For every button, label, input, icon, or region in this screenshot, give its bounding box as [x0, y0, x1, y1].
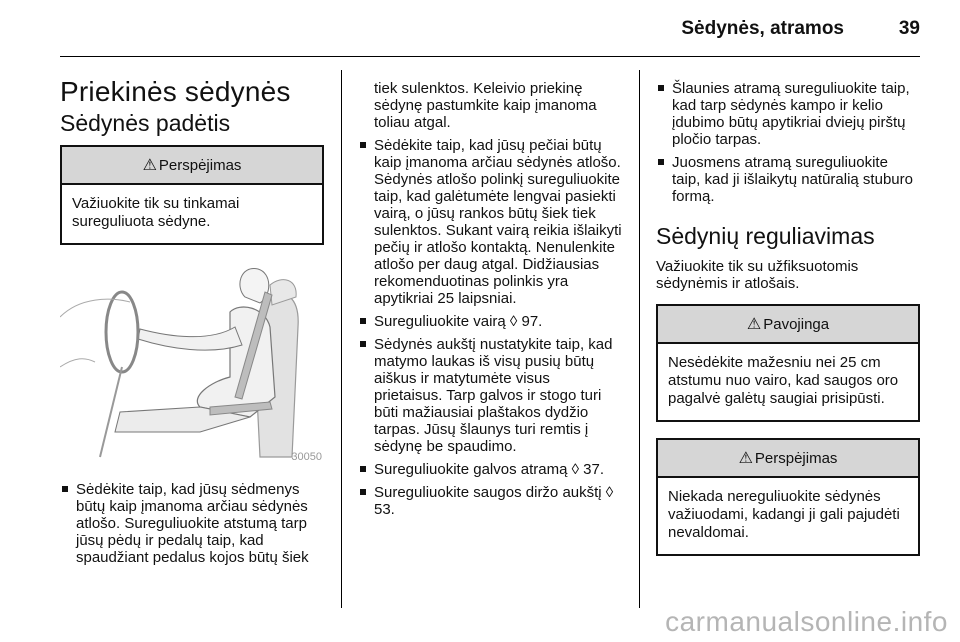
illustration-code: 30050: [291, 451, 322, 463]
header-rule: [60, 56, 920, 57]
column-2: [358, 70, 622, 524]
subheading: Sėdynės padėtis: [60, 110, 231, 136]
seated-driver-drawing: [60, 257, 324, 467]
column-divider: [639, 70, 640, 608]
section-heading: Sėdynių reguliavimas: [656, 223, 875, 249]
list-item: Šlaunies atramą sureguliuokite taip, kad tarp sėdynės kampo ir kelio įdubimo būtų apytikriai dviejų pirštų pločio tarpas.: [656, 80, 920, 148]
list-item: Sėdynės aukštį nustatykite taip, kad matymo laukas iš visų pusių būtų aiškus ir matytumėte visus prietaisus. Tarp galvos ir stogo turi būti mažiausiai plaštakos dydžio tarpas. Jūsų šlaunys turi remtis į sėdynę be spaudimo.: [358, 336, 622, 455]
intro-text: Važiuokite tik su užfiksuotomis sėdynėmis ir atlošais.: [656, 258, 859, 292]
warning-box-header: [62, 147, 322, 185]
danger-title: Pavojinga: [763, 315, 830, 333]
list-item: Sureguliuokite vairą ◊ 97.: [358, 313, 622, 330]
list-item: Sureguliuokite saugos diržo aukštį ◊ 53.: [358, 484, 622, 518]
warning-box: [656, 438, 920, 556]
instruction-list: [656, 80, 920, 205]
page-header: [60, 18, 920, 48]
page-number: 39: [898, 18, 920, 39]
list-item-continuation: tiek sulenktos. Keleivio priekinę sėdynę pastumkite kaip įmanoma toliau atgal.: [374, 80, 597, 131]
instruction-list: [358, 80, 622, 518]
warning-box-header: [658, 440, 918, 478]
danger-box: [656, 304, 920, 422]
section-title: Sėdynės, atramos: [681, 18, 844, 39]
watermark-text: carmanualsonline.info: [665, 606, 948, 637]
warning-triangle-icon: ⚠: [746, 316, 762, 333]
column-1: [60, 70, 324, 572]
list-item: Sureguliuokite galvos atramą ◊ 37.: [358, 461, 622, 478]
driver-seat-illustration: [60, 257, 324, 467]
warning-title: Perspėjimas: [158, 156, 242, 174]
instruction-list: [60, 481, 324, 566]
warning-text: Važiuokite tik su tinkamai sureguliuota sėdyne.: [72, 195, 240, 230]
main-heading: Priekinės sėdynės: [60, 76, 291, 107]
warning-text: Niekada nereguliuokite sėdynės važiuodami, kadangi ji gali pajudėti nevaldomai.: [668, 488, 900, 541]
list-item: Juosmens atramą sureguliuokite taip, kad ji išlaikytų natūralią stuburo formą.: [656, 154, 920, 205]
warning-triangle-icon: ⚠: [142, 157, 157, 174]
list-item: Sėdėkite taip, kad jūsų pečiai būtų kaip įmanoma arčiau sėdynės atlošo. Sėdynės atlošo polinkį sureguliuokite taip, kad galėtumėte lengvai pasiekti vairą, o jūsų rankos būtų šiek tiek sulenktos. Sukant vairą reikia išlaikyti pečių ir atlošo kontaktą. Nenulenkite atlošo per daug atgal. Didžiausias rekomenduotinas polinkis yra apytikriai 25 laipsniai.: [358, 137, 622, 307]
column-divider: [341, 70, 342, 608]
column-3: [656, 70, 920, 556]
list-item: Sėdėkite taip, kad jūsų sėdmenys būtų kaip įmanoma arčiau sėdynės atlošo. Sureguliuokite atstumą tarp jūsų pėdų ir pedalų taip, kad spaudžiant pedalus kojos būtų šiek: [60, 481, 324, 566]
danger-text: Nesėdėkite mažesniu nei 25 cm atstumu nuo vairo, kad saugos oro pagalvė galėtų saugiai prisipūsti.: [668, 354, 899, 407]
warning-title: Perspėjimas: [754, 449, 838, 467]
warning-triangle-icon: ⚠: [738, 450, 753, 467]
warning-box: [60, 145, 324, 245]
danger-box-header: [658, 306, 918, 344]
